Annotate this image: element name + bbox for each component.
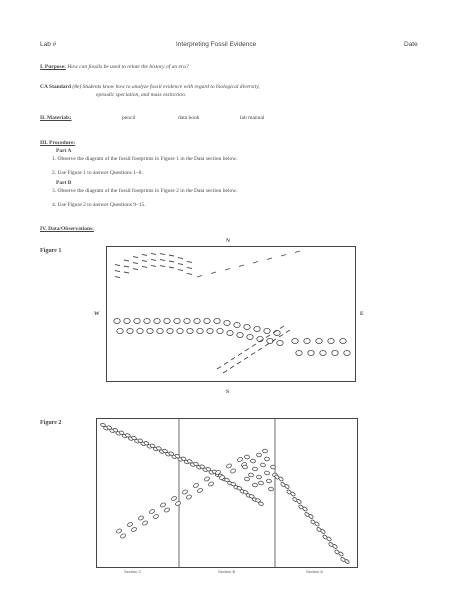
footprint [197, 328, 203, 333]
purpose-text: How can fossils be used to relate the history of an era? [67, 64, 189, 70]
footprint [142, 520, 148, 526]
footprint [344, 559, 350, 565]
north-label: N [226, 238, 230, 244]
footprint [242, 465, 247, 469]
footprint [256, 453, 261, 457]
track-mark [124, 272, 129, 273]
track-mark [253, 262, 258, 264]
track-mark [169, 261, 174, 262]
track-mark [142, 266, 147, 267]
footprint [175, 501, 181, 507]
track-mark [258, 348, 262, 351]
data-section-label: IV. Data/Observations: [40, 226, 94, 232]
procedure-step-1: 1. Observe the diagram of the fossil footprints in Figure 1 in the Data section below. [52, 156, 238, 162]
footprint [260, 463, 265, 467]
standard-line-1 [40, 84, 260, 91]
track-mark [133, 269, 138, 270]
track-mark [160, 260, 165, 261]
track-mark [160, 266, 165, 267]
track-mark [280, 326, 284, 329]
footprint [268, 487, 273, 491]
footprint [338, 551, 344, 557]
footprint [316, 338, 322, 343]
material-item-2: data book [178, 115, 200, 121]
procedure-step-2: 2. Use Figure 1 to answer Questions 1–8. [52, 170, 143, 176]
footprint [184, 318, 190, 323]
purpose-line [40, 64, 189, 71]
footprint [174, 318, 180, 323]
section-label-b: Section B [218, 569, 236, 574]
footprint [116, 528, 122, 534]
footprint [244, 455, 249, 459]
track-mark [115, 265, 120, 266]
material-item-3: lab manual [240, 115, 265, 121]
track-mark [160, 254, 165, 255]
track-mark [245, 349, 249, 352]
track-mark [169, 267, 174, 268]
track-mark [124, 266, 129, 267]
footprint [252, 467, 257, 471]
track-mark [281, 255, 286, 257]
footprint [320, 529, 326, 535]
footprint [137, 328, 143, 333]
footprint [147, 328, 153, 333]
footprint [308, 514, 314, 520]
figure-2-label: Figure 2 [40, 420, 62, 426]
track-mark [230, 366, 234, 369]
footprint [302, 506, 308, 512]
track-mark [151, 259, 156, 260]
track-mark [295, 251, 300, 253]
track-mark [225, 269, 230, 271]
track-mark [115, 271, 120, 272]
track-mark [211, 272, 216, 274]
footprint [117, 328, 123, 333]
footprint [160, 502, 166, 508]
track-mark [223, 371, 227, 374]
footprint [124, 318, 130, 323]
footprint [127, 522, 133, 528]
purpose-label: I. Purpose: [40, 64, 66, 70]
part-a-label: Part A [56, 148, 72, 154]
track-mark [133, 263, 138, 264]
south-label: S [226, 389, 230, 395]
track-mark [178, 270, 183, 271]
footprint [257, 336, 263, 341]
footprint [227, 330, 233, 335]
footprint [153, 514, 159, 520]
footprints-figure-1 [107, 247, 355, 381]
footprint [226, 463, 232, 469]
footprint [157, 328, 163, 333]
track-mark [252, 344, 256, 347]
footprints-figure-2 [97, 419, 357, 567]
figure-2-diagram [96, 418, 358, 568]
footprint [284, 484, 290, 490]
footprint [131, 527, 137, 533]
east-label: E [360, 311, 364, 317]
footprint [296, 350, 302, 355]
footprint [252, 483, 257, 487]
footprint [177, 328, 183, 333]
footprint [277, 340, 283, 345]
track-mark [124, 260, 129, 261]
page-title: Interpreting Fossil Evidence [176, 41, 257, 48]
track-mark [239, 265, 244, 267]
track-mark [187, 273, 192, 274]
footprint [264, 471, 269, 475]
footprint [134, 318, 140, 323]
standard-text-2: episodic speciation, and mass extinction. [96, 92, 187, 98]
footprint [194, 318, 200, 323]
footprint [328, 338, 334, 343]
footprint [138, 515, 144, 521]
materials-label: II. Materials: [40, 115, 72, 121]
footprint [266, 479, 271, 483]
track-mark [224, 362, 228, 365]
footprint [254, 326, 260, 331]
footprint [193, 483, 199, 489]
footprint [308, 350, 314, 355]
footprint [250, 459, 255, 463]
footprint [296, 499, 302, 505]
footprint [164, 507, 170, 513]
track-mark [187, 261, 192, 262]
footprint [270, 465, 275, 469]
track-mark [267, 258, 272, 260]
footprint [182, 489, 188, 495]
footprint [154, 318, 160, 323]
footprint [237, 457, 243, 463]
materials-line [40, 115, 71, 122]
footprint [224, 320, 230, 325]
track-mark [133, 257, 138, 258]
footprint [127, 328, 133, 333]
track-mark [251, 353, 255, 356]
footprint [247, 334, 253, 339]
footprint [204, 318, 210, 323]
track-mark [115, 277, 120, 278]
track-mark [142, 254, 147, 255]
section-label-a: Section A [306, 569, 323, 574]
footprint [204, 476, 210, 482]
figure-1-label: Figure 1 [40, 248, 62, 254]
west-label: W [94, 311, 100, 317]
track-mark [286, 330, 290, 333]
footprint [256, 475, 261, 479]
footprint [340, 338, 346, 343]
footprint [258, 481, 263, 485]
footprint [326, 536, 332, 542]
track-mark [151, 265, 156, 266]
standard-label: CA Standard [40, 84, 72, 90]
track-mark [265, 344, 269, 347]
footprint [264, 328, 270, 333]
figure-1-diagram [106, 246, 356, 382]
footprint [264, 457, 269, 461]
footprint [290, 491, 296, 497]
track-mark [217, 367, 221, 370]
track-mark [169, 255, 174, 256]
footprint [244, 477, 249, 481]
footprint [197, 488, 203, 494]
track-mark [237, 362, 241, 365]
footprint [208, 481, 214, 487]
footprint [292, 338, 298, 343]
footprint [248, 473, 253, 477]
lab-number: Lab # [40, 41, 57, 48]
footprint [262, 449, 267, 453]
footprint [230, 468, 236, 474]
footprint [207, 328, 213, 333]
section-label-c: Section C [124, 569, 142, 574]
standard-text-1: (8e) Students know how to analyze fossil evidence with regard to biological diversity, [72, 84, 260, 90]
track-mark [187, 267, 192, 268]
procedure-step-3: 3. Observe the diagram of the fossil footprints in Figure 2 in the Data section below. [52, 188, 238, 194]
footprint [214, 318, 220, 323]
footprint [217, 328, 223, 333]
track-mark [178, 264, 183, 265]
footprint [237, 332, 243, 337]
footprint [304, 338, 310, 343]
footprint [171, 496, 177, 502]
footprint [258, 501, 264, 506]
track-mark [244, 357, 248, 360]
footprint [234, 322, 240, 327]
track-mark [178, 258, 183, 259]
material-item-1: pencil [122, 115, 136, 121]
footprint [149, 509, 155, 515]
footprint [314, 521, 320, 527]
footprint [332, 350, 338, 355]
part-b-label: Part B [56, 180, 72, 186]
footprint [144, 318, 150, 323]
footprint [120, 533, 126, 539]
procedure-step-4: 4. Use Figure 2 to answer Questions 9–15. [52, 202, 146, 208]
track-mark [266, 335, 270, 338]
footprint [320, 350, 326, 355]
track-mark [142, 260, 147, 261]
track-mark [151, 253, 156, 254]
date-label: Date [404, 41, 418, 48]
footprint [114, 318, 120, 323]
footprint [278, 476, 284, 482]
footprint [186, 494, 192, 500]
footprint [274, 330, 280, 335]
footprint [244, 324, 250, 329]
footprint [164, 318, 170, 323]
procedure-label: III. Procedure: [40, 140, 76, 146]
track-mark [197, 276, 202, 278]
footprint [187, 328, 193, 333]
footprint [344, 350, 350, 355]
track-mark [231, 358, 235, 361]
track-mark [238, 353, 242, 356]
footprint [167, 328, 173, 333]
footprint [332, 544, 338, 550]
